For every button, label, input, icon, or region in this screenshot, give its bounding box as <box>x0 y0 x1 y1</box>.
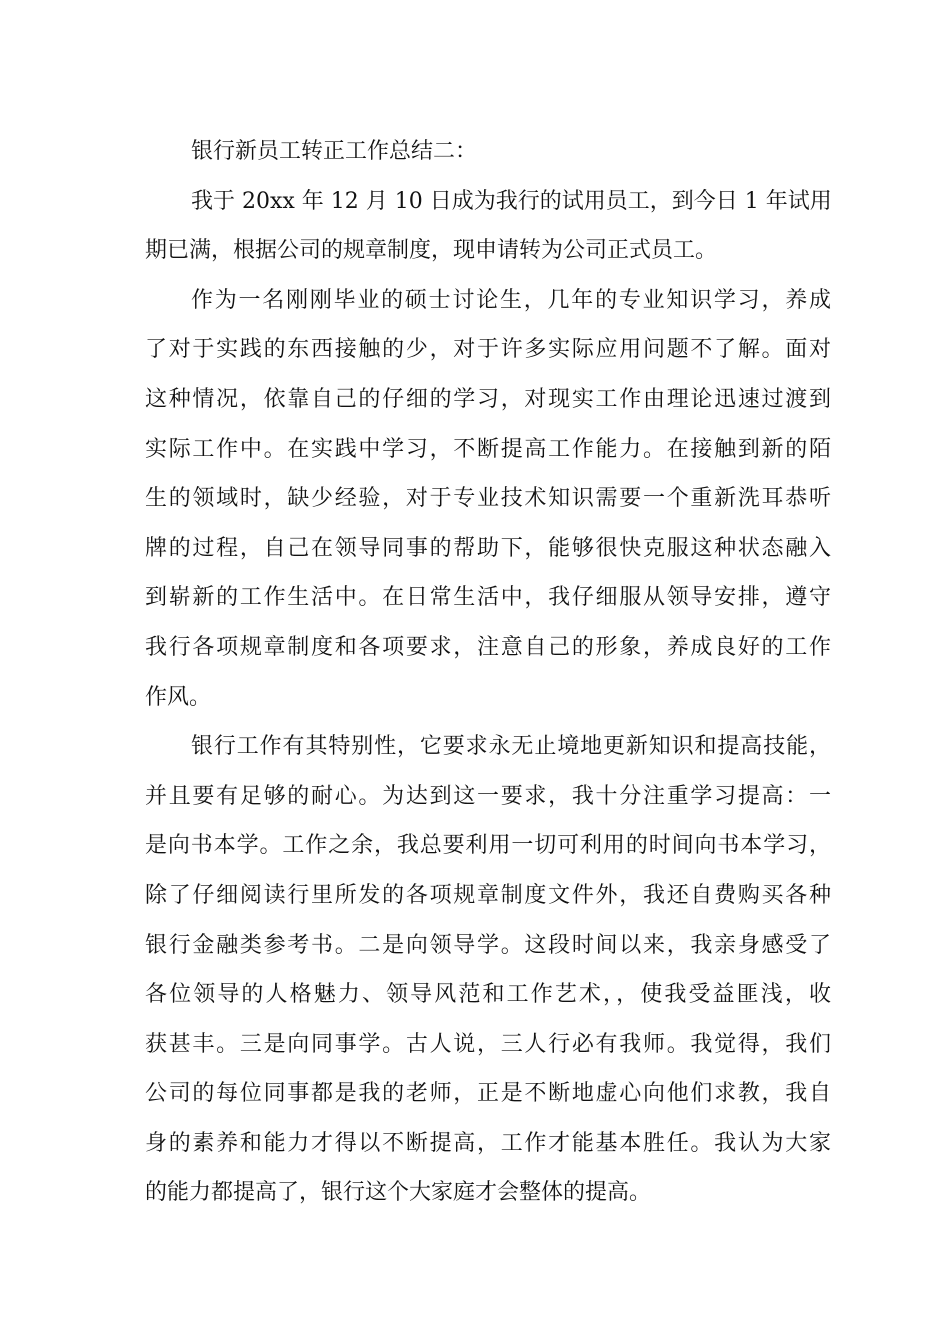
paragraph-line: 作为一名刚刚毕业的硕士讨论生，几年的专业知识学习，养成 <box>191 287 831 313</box>
paragraph-line: 的能力都提高了，银行这个大家庭才会整体的提高。 <box>145 1180 652 1206</box>
paragraph-line: 我行各项规章制度和各项要求，注意自己的形象，养成良好的工作 <box>145 634 831 660</box>
paragraph-line: 是向书本学。工作之余，我总要利用一切可利用的时间向书本学习， <box>145 833 831 859</box>
paragraph-line: 银行工作有其特别性，它要求永无止境地更新知识和提高技能， <box>191 734 831 760</box>
paragraph-line: 除了仔细阅读行里所发的各项规章制度文件外，我还自费购买各种 <box>145 882 831 908</box>
paragraph-1 <box>145 177 831 276</box>
paragraph-line: 了对于实践的东西接触的少，对于许多实际应用问题不了解。面对 <box>145 337 831 363</box>
paragraph-line: 获甚丰。三是向同事学。古人说，三人行必有我师。我觉得，我们 <box>145 1031 831 1057</box>
document-body <box>145 127 831 1218</box>
paragraph-3 <box>145 722 831 1218</box>
paragraph-2 <box>145 276 831 722</box>
paragraph-line: 牌的过程，自己在领导同事的帮助下，能够很快克服这种状态融入 <box>145 535 831 561</box>
paragraph-line: 期已满，根据公司的规章制度，现申请转为公司正式员工。 <box>145 238 718 264</box>
paragraph-line: 身的素养和能力才得以不断提高，工作才能基本胜任。我认为大家 <box>145 1130 831 1156</box>
paragraph-line: 作风。 <box>145 684 212 710</box>
paragraph-line: 我于 20xx 年 12 月 10 日成为我行的试用员工，到今日 1 年试用 <box>191 188 832 214</box>
paragraph-line: 银行金融类参考书。二是向领导学。这段时间以来，我亲身感受了 <box>145 932 831 958</box>
paragraph-line: 公司的每位同事都是我的老师，正是不断地虚心向他们求教，我自 <box>145 1081 831 1107</box>
document-title: 银行新员工转正工作总结二： <box>191 139 478 164</box>
paragraph-line: 并且要有足够的耐心。为达到这一要求，我十分注重学习提高：一 <box>145 783 831 809</box>
paragraph-line: 到崭新的工作生活中。在日常生活中，我仔细服从领导安排，遵守 <box>145 585 831 611</box>
paragraph-line: 生的领域时，缺少经验，对于专业技术知识需要一个重新洗耳恭听 <box>145 486 831 512</box>
paragraph-line: 这种情况，依靠自己的仔细的学习，对现实工作由理论迅速过渡到 <box>145 386 831 412</box>
paragraph-line: 实际工作中。在实践中学习，不断提高工作能力。在接触到新的陌 <box>145 436 831 462</box>
paragraph-line: 各位领导的人格魅力、领导风范和工作艺术，，使我受益匪浅，收 <box>145 982 831 1008</box>
